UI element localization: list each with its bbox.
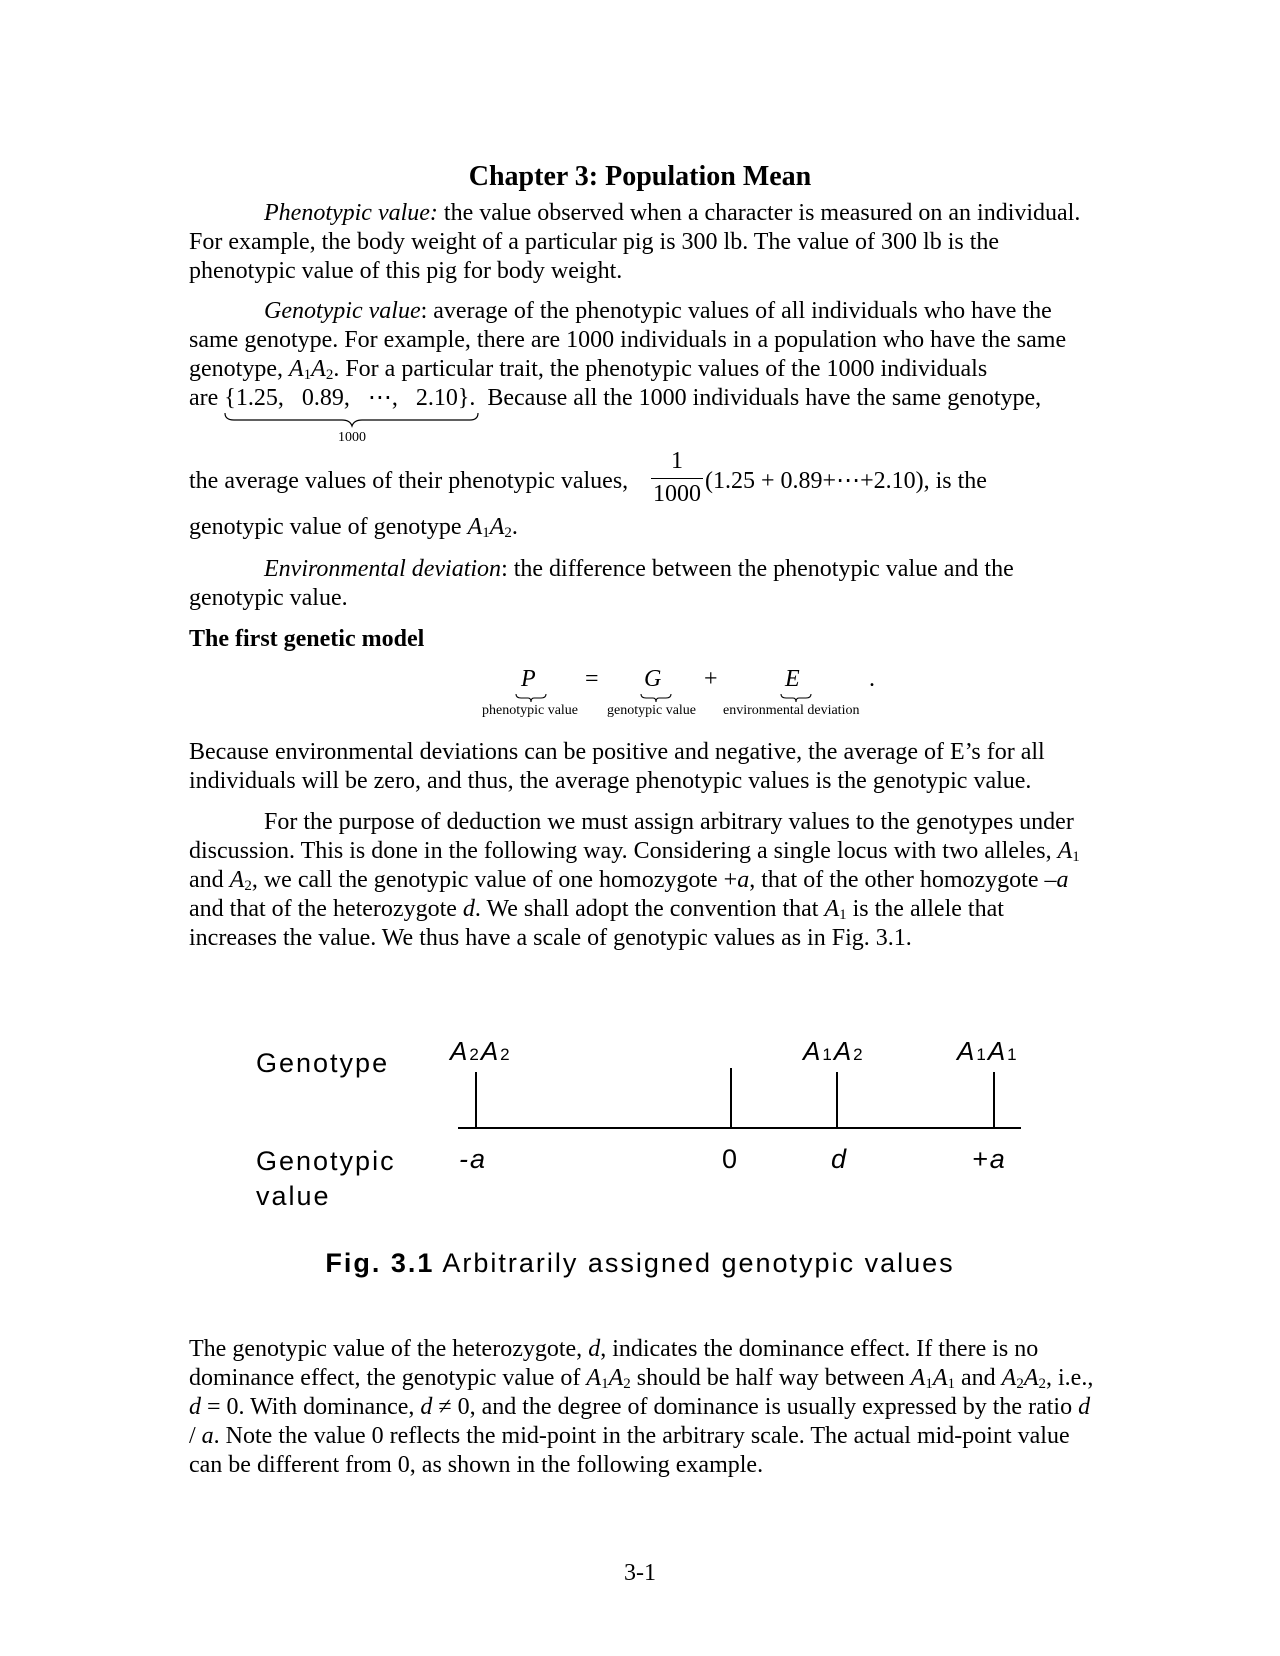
- genotypic-value-paragraph: Genotypic value: average of the phenotypic values of all individuals who have the same genotype. For example, there are 1000 individuals in a population who have the same genotype, $A_1A_2$. For a particular trait, the phenotypic values of the 1000 individuals: [189, 298, 1067, 383]
- deduction-t7: is the allele that increases the value. We thus have a scale of genotypic values as in Fig. 3.1.: [189, 896, 1004, 951]
- G-label: genotypic value: [607, 703, 697, 718]
- P-underbrace: [515, 693, 547, 703]
- fraction-numerator: 1: [671, 448, 683, 474]
- value-plus-a: +a: [972, 1144, 1007, 1174]
- dominance-t6: = 0. With dominance,: [201, 1394, 421, 1420]
- page-number: 3-1: [624, 1560, 656, 1586]
- average-tail: , is the: [923, 468, 987, 494]
- genotype-A1A1: A1A1: [957, 1036, 1019, 1066]
- value-zero: 0: [722, 1144, 740, 1174]
- genotypic-term: Genotypic value: [264, 298, 421, 324]
- genotypic-text-b: . For a particular trait, the phenotypic values of the 1000 individuals: [333, 356, 988, 382]
- deduction-t6: . We shall adopt the convention that: [474, 896, 825, 922]
- E-underbrace: [780, 693, 812, 703]
- line3-suffix: .: [511, 514, 518, 540]
- brace-label: 1000: [338, 430, 366, 445]
- deduction-t5: and that of the heterozygote: [189, 896, 463, 922]
- line3-prefix: genotypic value of genotype: [189, 514, 468, 540]
- P-label: phenotypic value: [482, 703, 579, 718]
- dominance-t4: and: [955, 1365, 1002, 1391]
- environmental-deviation-paragraph: [189, 555, 1094, 613]
- fraction-denominator: 1000: [653, 481, 701, 507]
- average-text: the average values of their phenotypic values,: [189, 468, 629, 494]
- set-underbrace: [224, 412, 480, 428]
- phenotypic-term: Phenotypic value:: [264, 200, 438, 226]
- are-word: are: [189, 385, 219, 411]
- dominance-t9: . Note the value 0 reflects the mid-point in the arbitrary scale. The actual mid-point value can be different from 0, as shown in the following example.: [189, 1423, 1070, 1478]
- figure-row2-label-line1: Genotypic: [256, 1146, 396, 1176]
- genotypic-line-3: genotypic value of genotype $A_1A_2$.: [189, 514, 518, 541]
- figure-row2-label: [256, 1144, 396, 1214]
- model-P: P: [521, 666, 536, 692]
- model-G: G: [644, 666, 662, 692]
- model-heading: The first genetic model: [189, 626, 425, 652]
- page-title: Chapter 3: Population Mean: [468, 161, 812, 192]
- value-minus-a: -a: [459, 1144, 488, 1174]
- environmental-term: Environmental deviation: [264, 556, 502, 582]
- deduction-t1: For the purpose of deduction we must assign arbitrary values to the genotypes under discussion. This is done in the following way. Considering a single locus with two alleles,: [189, 809, 1074, 864]
- environmental-text: : the difference between the phenotypic value and the genotypic value.: [189, 556, 1014, 611]
- figure-row1-label: Genotype: [256, 1048, 390, 1078]
- deduction-t2: and: [189, 867, 230, 893]
- value-d: d: [831, 1144, 849, 1174]
- genotypic-text-a: : average of the phenotypic values of all individuals who have the same genotype. For example, there are 1000 individuals in a population who have the same genotype,: [189, 298, 1067, 382]
- genotype-A1A2: A1A2: [803, 1036, 865, 1066]
- deduction-t4: , that of the other homozygote –: [749, 867, 1057, 893]
- dominance-t7: ≠ 0, and the degree of dominance is usually expressed by the ratio: [432, 1394, 1079, 1420]
- dominance-t2: , indicates the dominance effect. If there is no dominance effect, the genotypic value of: [189, 1336, 1039, 1391]
- phenotypic-value-paragraph: [189, 199, 1094, 286]
- model-plus: +: [704, 666, 718, 692]
- fraction-bar: [651, 478, 703, 479]
- dominance-t5: , i.e.,: [1046, 1365, 1094, 1391]
- dominance-t3: should be half way between: [630, 1365, 911, 1391]
- phenotype-set: {1.25, 0.89, ⋯, 2.10}: [224, 385, 470, 411]
- figure-row2-label-line2: value: [256, 1181, 331, 1211]
- E-label: environmental deviation: [723, 703, 860, 718]
- env-mean-paragraph: Because environmental deviations can be positive and negative, the average of E’s for all individuals will be zero, and thus, the average phenotypic values is the genotypic value.: [189, 739, 1045, 794]
- dominance-t1: The genotypic value of the heterozygote,: [189, 1336, 589, 1362]
- dominance-paragraph: The genotypic value of the heterozygote, d, indicates the dominance effect. If there is no dominance effect, the genotypic value of $A_1A_2$ should be half way between $A_1A_1$ and $A_2A_2$, i.e., d = 0. With dominance, d ≠ 0, and the degree of dominance is usually expressed by the ratio d / a. Note the value 0 reflects the mid-point in the arbitrary scale. The actual mid-point value can be different from 0, as shown in the following example.: [189, 1336, 1094, 1478]
- G-underbrace: [640, 693, 672, 703]
- phenotypic-text: the value observed when a character is measured on an individual. For example, the body weight of a particular pig is 300 lb. The value of 300 lb is the phenotypic value of this pig for body weight.: [189, 200, 1081, 284]
- deduction-paragraph: For the purpose of deduction we must assign arbitrary values to the genotypes under discussion. This is done in the following way. Considering a single locus with two alleles, $A_1$ and $A_2$, we call the genotypic value of one homozygote +a, that of the other homozygote –a and that of the heterozygote d. We shall adopt the convention that $A_1$ is the allele that increases the value. We thus have a scale of genotypic values as in Fig. 3.1.: [189, 809, 1080, 951]
- figure-caption: [0, 1248, 1280, 1279]
- deduction-t3: , we call the genotypic value of one homozygote +: [251, 867, 738, 893]
- phenotype-set-line: [189, 384, 1041, 413]
- after-set-text: . Because all the 1000 individuals have the same genotype,: [469, 385, 1042, 411]
- genotype-A2A2: A2A2: [450, 1036, 512, 1066]
- dominance-t8: /: [189, 1423, 202, 1449]
- average-expression: [705, 467, 987, 496]
- figure-caption-label: Fig. 3.1: [325, 1248, 435, 1278]
- model-dot: .: [869, 666, 875, 692]
- model-equals: =: [585, 666, 599, 692]
- figure-caption-text: Arbitrarily assigned genotypic values: [434, 1248, 955, 1278]
- fraction-expression: (1.25 + 0.89+⋯+2.10): [705, 468, 924, 494]
- model-E: E: [785, 666, 800, 692]
